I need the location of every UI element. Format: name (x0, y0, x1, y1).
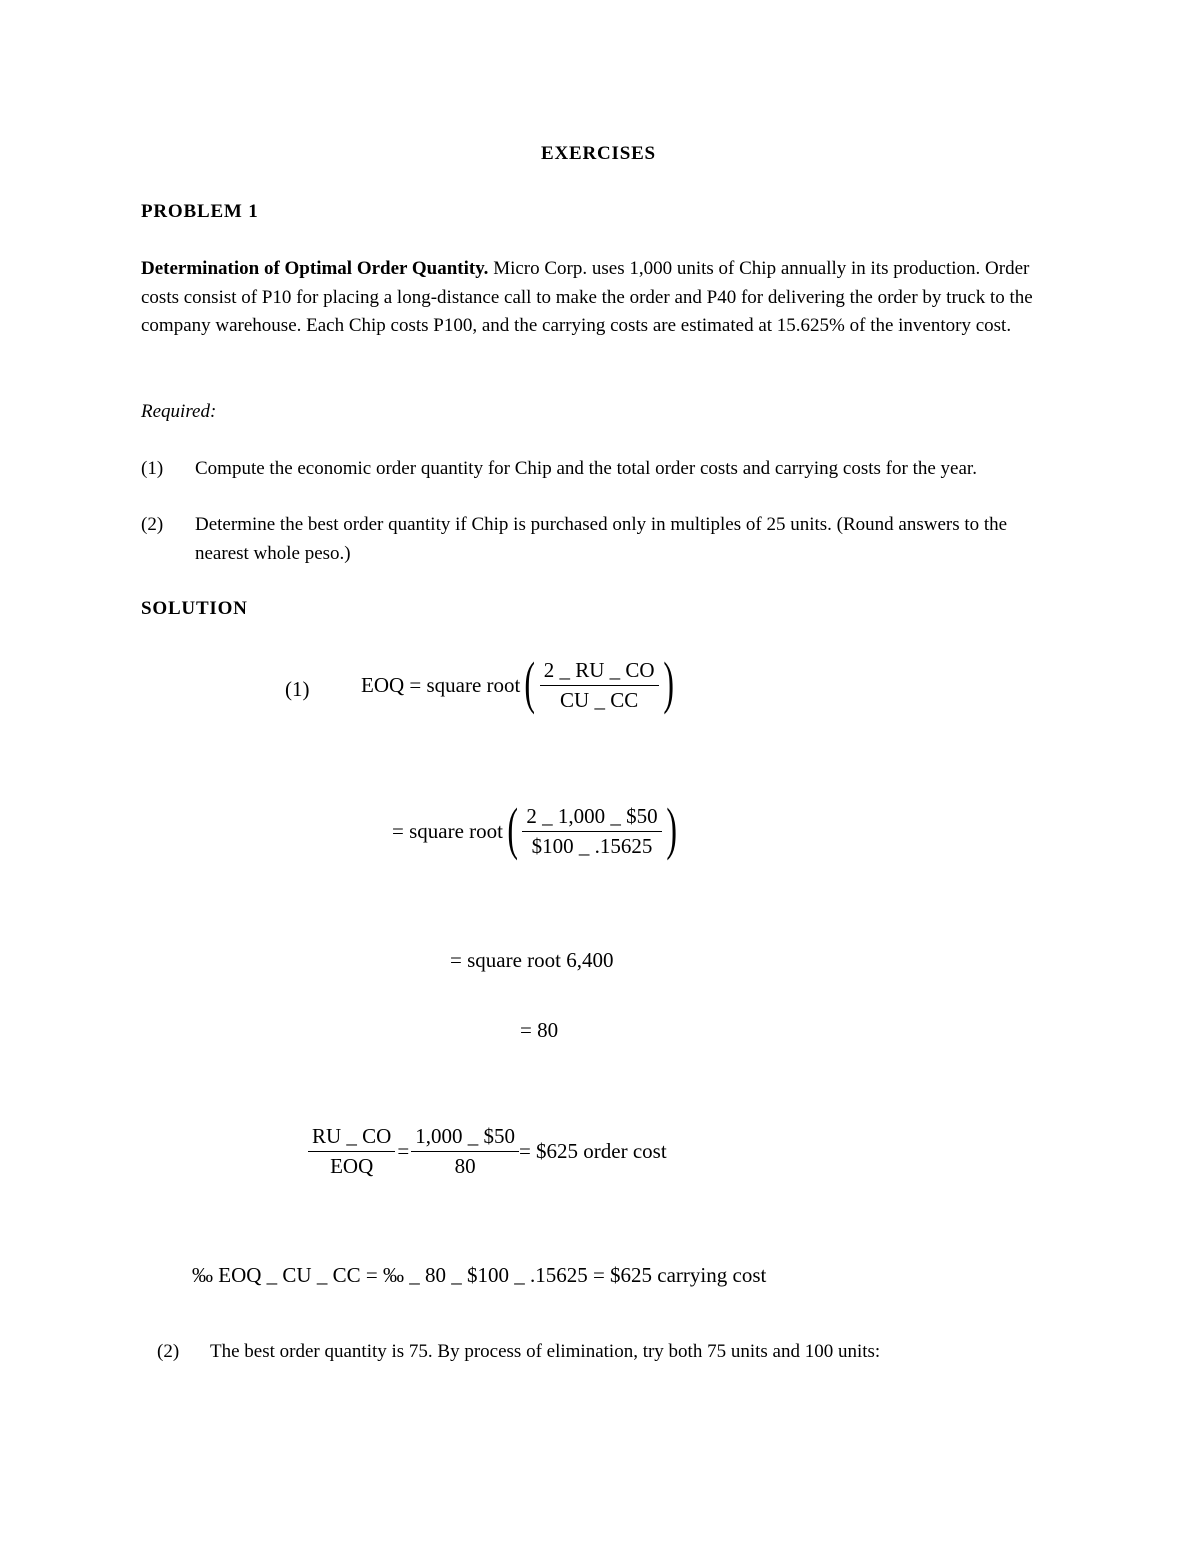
eoq-fraction (540, 658, 659, 713)
requirement-text: Determine the best order quantity if Chip is purchased only in multiples of 25 units. (Round answers to the nearest whole peso.) (195, 514, 1008, 564)
eoq-formula: EOQ = square root ( $\frac{2 \_ RU \_ CO}{CU \_ CC}$ ) (361, 649, 674, 715)
order-cost-numeric-denominator: 80 (454, 1154, 476, 1178)
eoq-formula-lhs: EOQ = square root (361, 673, 521, 697)
solution-heading: SOLUTION (141, 598, 248, 619)
eoq-substitution-denominator: $100 _ .15625 (531, 834, 653, 858)
problem-text: Micro Corp. uses 1,000 units of Chip annually in its production. Order costs consist of P10 for placing a long-distance call to make the order and P40 for delivering the order by truck to the company warehouse. Each Chip costs P100, and the carrying costs are estimated at 15.625% of the inventory cost. (141, 258, 1033, 336)
requirement-text: Compute the economic order quantity for Chip and the total order costs and carrying costs for the year. (195, 458, 977, 479)
problem-heading: PROBLEM 1 (141, 201, 259, 222)
equals-sign: = (397, 1139, 410, 1163)
step-2-text: The best order quantity is 75. By process of elimination, try both 75 units and 100 units: (210, 1341, 881, 1362)
eoq-denominator: CU _ CC (560, 688, 639, 712)
requirements-list (141, 455, 1061, 575)
eoq-numerator: 2 _ RU _ CO (540, 658, 659, 686)
order-cost-fraction-symbolic (308, 1124, 395, 1179)
problem-lead: Determination of Optimal Order Quantity. (141, 258, 489, 279)
order-cost-fraction-numeric (411, 1124, 519, 1179)
step-1-number: (1) (285, 677, 310, 701)
requirement-number: (2) (141, 514, 164, 535)
order-cost-denominator: EOQ (330, 1154, 374, 1178)
order-cost-equation (308, 1124, 667, 1179)
eoq-result: = 80 (520, 1018, 559, 1042)
required-label: Required: (141, 401, 217, 422)
eoq-substitution-lhs: = square root (392, 819, 503, 843)
carrying-cost-equation: ‰ EOQ _ CU _ CC = ‰ _ 80 _ $100 _ .15625 = $625 carrying cost (192, 1263, 767, 1287)
order-cost-result: = $625 order cost (518, 1139, 667, 1163)
step-2-number: (2) (157, 1341, 180, 1362)
eoq-substitution-numerator: 2 _ 1,000 _ $50 (522, 804, 661, 832)
problem-paragraph (141, 255, 1041, 341)
page-title: EXERCISES (541, 143, 656, 164)
requirement-number: (1) (141, 458, 164, 479)
eoq-square-root: = square root 6,400 (450, 948, 614, 972)
order-cost-numeric-numerator: 1,000 _ $50 (411, 1124, 519, 1152)
order-cost-numerator: RU _ CO (308, 1124, 395, 1152)
eoq-substitution-fraction (522, 804, 661, 859)
eoq-substitution: = square root ( $\frac{2 \_ 1,000 \_ \$50}{\$100 \_ .15625}$ ) (392, 795, 677, 861)
